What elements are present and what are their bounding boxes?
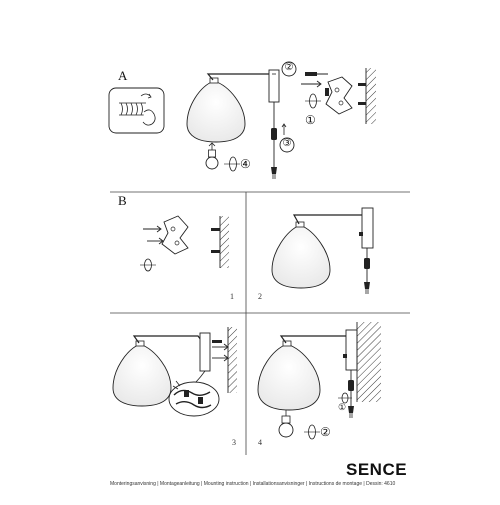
section-label-a: A (118, 68, 128, 83)
wall-plate (200, 333, 210, 371)
mounting-bracket (162, 216, 188, 254)
callout-4: ④ (240, 157, 251, 171)
cable-switch (364, 258, 370, 269)
plug-icon (348, 406, 354, 418)
bulb-icon (279, 410, 293, 437)
plug-icon (271, 167, 277, 179)
lamp-shade (272, 225, 330, 288)
screwdriver-icon (212, 340, 222, 343)
wall-hatch (366, 68, 376, 124)
mounting-bracket (325, 77, 352, 114)
rotate-icon (305, 94, 321, 108)
brand-name: SENCE (346, 460, 408, 479)
rotate-icon (224, 157, 240, 171)
callout-2-panel-4: ② (320, 425, 331, 439)
step-number-3: 3 (232, 438, 236, 447)
plug-icon (364, 282, 370, 294)
arrow-icon (212, 344, 228, 361)
step-number-4: 4 (258, 438, 262, 447)
wall-hatch (357, 322, 381, 402)
screw-thread-icon (119, 103, 146, 115)
lamp-shade (187, 81, 245, 142)
callout-3: ③ (282, 138, 292, 149)
bulb-icon (206, 143, 218, 169)
step-number-2: 2 (258, 292, 262, 301)
arrow-icon (282, 124, 286, 135)
rotate-icon (304, 425, 320, 439)
lamp-shade (113, 344, 171, 406)
callout-2: ② (284, 62, 294, 73)
inset-screw-detail (109, 88, 164, 133)
lamp-panel-2 (272, 208, 373, 294)
wall-hatch (220, 216, 229, 268)
wall-plate (346, 330, 357, 370)
lamp-shade (258, 344, 320, 410)
callout-1: ① (305, 113, 316, 127)
cable-switch (348, 380, 354, 391)
wire-terminal-icon (169, 381, 219, 416)
screwdriver-icon (305, 72, 328, 76)
rotate-icon (140, 259, 156, 271)
wall-hatch (228, 327, 237, 393)
footer-caption: Monteringsanvisning | Montageanleitung | Mounting instruction | Installationsanvisninger | Instructions de montage | Dessin: 4610 (110, 481, 396, 487)
arrow-icon (143, 226, 163, 244)
wall-screws (358, 83, 366, 105)
step-number-1: 1 (230, 292, 234, 301)
wall-plate (269, 70, 279, 102)
cable-switch (271, 128, 277, 140)
section-label-b: B (118, 193, 127, 208)
arrow-icon (301, 81, 321, 87)
wall-plate (362, 208, 373, 248)
hand-icon (141, 94, 155, 125)
wall-screws (211, 228, 220, 253)
callout-1-panel-4: ① (338, 402, 347, 412)
